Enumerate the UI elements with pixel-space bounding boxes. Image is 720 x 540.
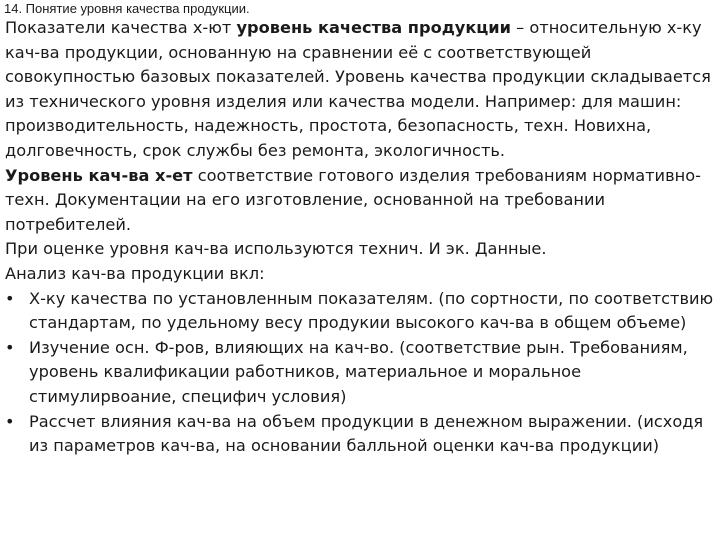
paragraph-characterizes-text: соответствие готового изделия требованиям нормативно-техн. Документации на его изготовление, основанной на требовании потребителей. bbox=[5, 165, 701, 234]
list-item-text: Рассчет влияния кач-ва на объем продукции в денежном выражении. (исходя из параметров кач-ва, на основании балльной оценки кач-ва продукции) bbox=[29, 411, 704, 456]
bullet-marker: • bbox=[5, 411, 15, 431]
paragraph-assessment: При оценке уровня кач-ва используются технич. И эк. Данные. bbox=[5, 239, 547, 259]
bullet-marker: • bbox=[5, 337, 15, 357]
paragraph-analysis-intro: Анализ кач-ва продукции вкл: bbox=[5, 263, 265, 283]
list-item-text: Изучение осн. Ф-ров, влияющих на кач-во. (соответствие рын. Требованиям, уровень квалификации работников, материальное и моральное стимулирвоание, специфич условия) bbox=[29, 337, 688, 406]
list-item-text: Х-ку качества по установленным показателям. (по сортности, по соответствию стандартам, по удельному весу продукии высокого кач-ва в общем объеме) bbox=[29, 288, 714, 333]
list-item bbox=[5, 336, 717, 410]
slide-body bbox=[5, 16, 717, 459]
paragraph-definition-text: – относительную х-ку кач-ва продукции, основанную на сравнении её с соответствующей совокупностью базовых показателей. Уровень качества продукции складывается из технического уровня изделия или качества модели. Например: для машин: производительность, надежность, простота, безопасность, техн. Новихна, долговечность, срок службы без ремонта, экологичность. bbox=[5, 18, 711, 160]
term-quality-level: уровень качества продукции bbox=[236, 18, 511, 37]
paragraph-definition-lead: Показатели качества х-ют bbox=[5, 18, 237, 37]
analysis-bullet-list bbox=[5, 287, 717, 459]
slide-title: 14. Понятие уровня качества продукции. bbox=[4, 1, 250, 16]
paragraph-definition bbox=[5, 16, 717, 164]
bullet-marker: • bbox=[5, 288, 15, 308]
list-item bbox=[5, 410, 717, 459]
paragraph-characterizes bbox=[5, 164, 717, 238]
term-quality-level-characterizes: Уровень кач-ва х-ет bbox=[5, 165, 193, 185]
list-item bbox=[5, 287, 717, 336]
